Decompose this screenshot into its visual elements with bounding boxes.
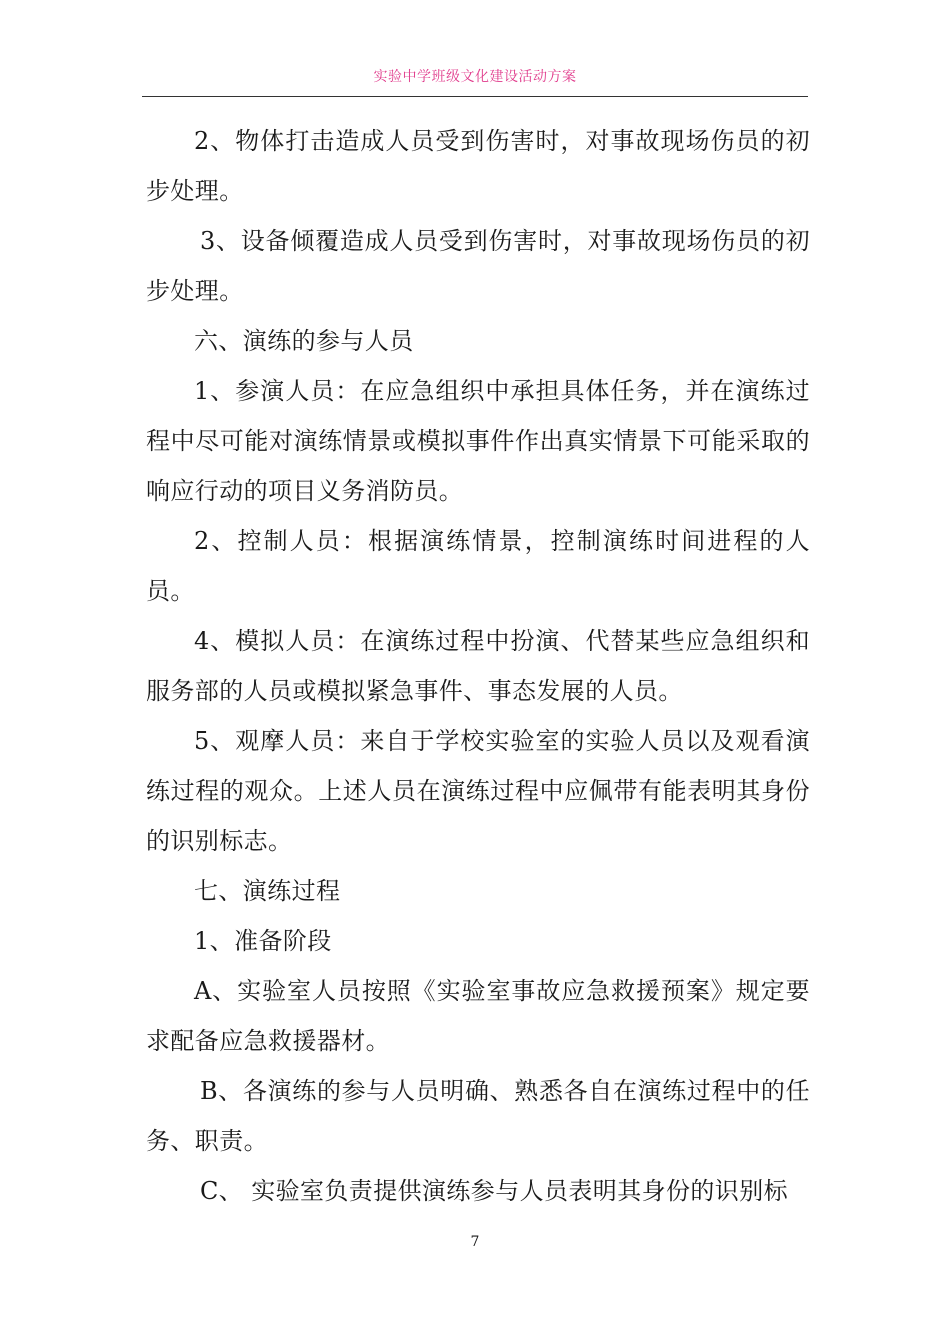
page-number: 7 [470, 1234, 480, 1250]
header-rule [142, 96, 808, 97]
section-heading: 六、演练的参与人员 [194, 327, 414, 355]
paragraph: B、各演练的参与人员明确、熟悉各自在演练过程中的任务、职责。 [146, 1077, 810, 1155]
subsection-heading: 1、准备阶段 [194, 927, 332, 955]
paragraph: 1、参演人员：在应急组织中承担具体任务，并在演练过程中尽可能对演练情景或模拟事件作出真实情景下可能采取的响应行动的项目义务消防员。 [146, 377, 810, 505]
paragraph: 2、物体打击造成人员受到伤害时，对事故现场伤员的初步处理。 [146, 127, 810, 205]
document-body [146, 116, 810, 1216]
running-header: 实验中学班级文化建设活动方案 [373, 69, 577, 85]
paragraph: A、实验室人员按照《实验室事故应急救援预案》规定要求配备应急救援器材。 [146, 977, 810, 1055]
section-heading: 七、演练过程 [194, 877, 341, 905]
paragraph: 3、设备倾覆造成人员受到伤害时，对事故现场伤员的初步处理。 [146, 227, 810, 305]
paragraph: 4、模拟人员：在演练过程中扮演、代替某些应急组织和服务部的人员或模拟紧急事件、事态发展的人员。 [146, 627, 810, 705]
paragraph: 5、观摩人员：来自于学校实验室的实验人员以及观看演练过程的观众。上述人员在演练过程中应佩带有能表明其身份的识别标志。 [146, 727, 810, 855]
paragraph: C、 实验室负责提供演练参与人员表明其身份的识别标 [200, 1177, 788, 1205]
paragraph: 2、控制人员：根据演练情景，控制演练时间进程的人员。 [146, 527, 810, 605]
